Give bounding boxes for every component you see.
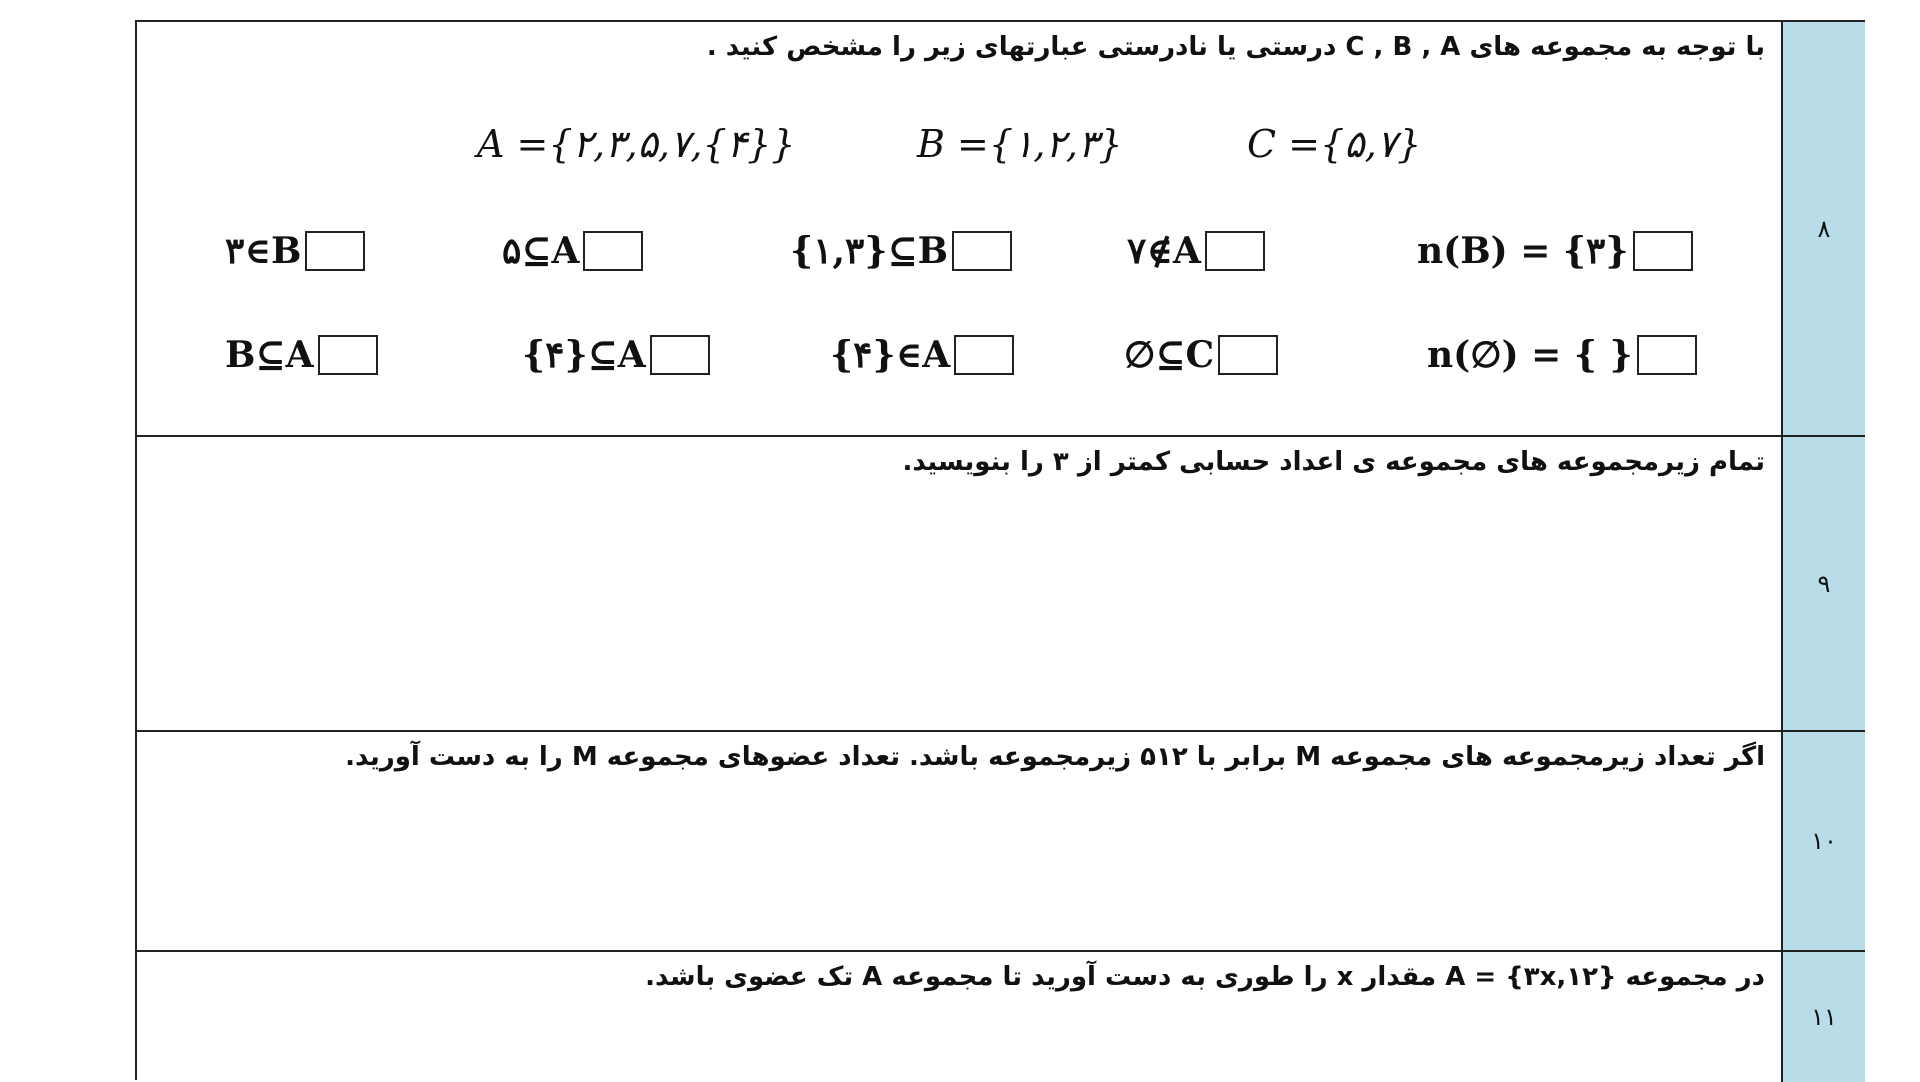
statement-text: ۳∈B: [225, 230, 302, 272]
statement: [502, 230, 643, 272]
question-number: ۹: [1781, 437, 1865, 730]
question-body: [137, 22, 1781, 435]
statements-row-2: [137, 334, 1781, 384]
statement-text: n(B) = {۳}: [1417, 230, 1629, 272]
statement-text: ۵⊆A: [502, 230, 580, 272]
statement-text: {۴}∈A: [830, 334, 951, 376]
statement-text: ∅⊆C: [1124, 334, 1215, 376]
question-row-11: [137, 952, 1865, 1082]
statement: [1427, 334, 1697, 376]
statements-row-1: [137, 230, 1781, 280]
statement-text: {۱,۳}⊆B: [790, 230, 949, 272]
statement: [522, 334, 710, 376]
set-c-definition: C ={۵,۷}: [1247, 122, 1422, 166]
exam-sheet: [135, 20, 1865, 1080]
statement: [225, 230, 365, 272]
statement: [1417, 230, 1693, 272]
statement-text: B⊆A: [225, 334, 314, 376]
question-text: در مجموعه A = {۳x,۱۲} مقدار x را طوری به دست آورید تا مجموعه A تک عضوی باشد.: [645, 962, 1765, 992]
question-number: ۱۰: [1781, 732, 1865, 950]
set-a-definition: A ={۲,۳,۵,۷,{۴}}: [477, 122, 796, 166]
question-number: ۱۱: [1781, 952, 1865, 1082]
question-number: ۸: [1781, 22, 1865, 435]
question-row-9: [137, 437, 1865, 732]
question-body: [137, 732, 1781, 950]
answer-box[interactable]: [1637, 335, 1697, 375]
answer-box[interactable]: [583, 231, 643, 271]
question-row-8: [137, 22, 1865, 437]
answer-box[interactable]: [1218, 335, 1278, 375]
answer-box[interactable]: [1633, 231, 1693, 271]
answer-box[interactable]: [305, 231, 365, 271]
answer-box[interactable]: [318, 335, 378, 375]
answer-box[interactable]: [954, 335, 1014, 375]
question-text: تمام زیرمجموعه های مجموعه ی اعداد حسابی کمتر از ۳ را بنویسید.: [902, 447, 1765, 477]
statement: [790, 230, 1012, 272]
statement: [225, 334, 378, 376]
statement-text: {۴}⊆A: [522, 334, 646, 376]
question-text: با توجه به مجموعه های C , B , A درستی یا نادرستی عبارتهای زیر را مشخص کنید .: [706, 32, 1765, 62]
statement: [830, 334, 1014, 376]
question-text: اگر تعداد زیرمجموعه های مجموعه M برابر با ۵۱۲ زیرمجموعه باشد. تعداد عضوهای مجموعه M را به دست آورید.: [345, 742, 1765, 772]
statement-text: ۷∉A: [1127, 230, 1201, 272]
question-body: [137, 437, 1781, 730]
answer-box[interactable]: [650, 335, 710, 375]
statement: [1124, 334, 1278, 376]
question-body: [137, 952, 1781, 1082]
answer-box[interactable]: [1205, 231, 1265, 271]
statement: [1127, 230, 1265, 272]
answer-box[interactable]: [952, 231, 1012, 271]
set-b-definition: B ={۱,۲,۳}: [917, 122, 1123, 166]
set-definitions: [137, 122, 1781, 182]
question-row-10: [137, 732, 1865, 952]
statement-text: n(∅) = { }: [1427, 334, 1633, 376]
